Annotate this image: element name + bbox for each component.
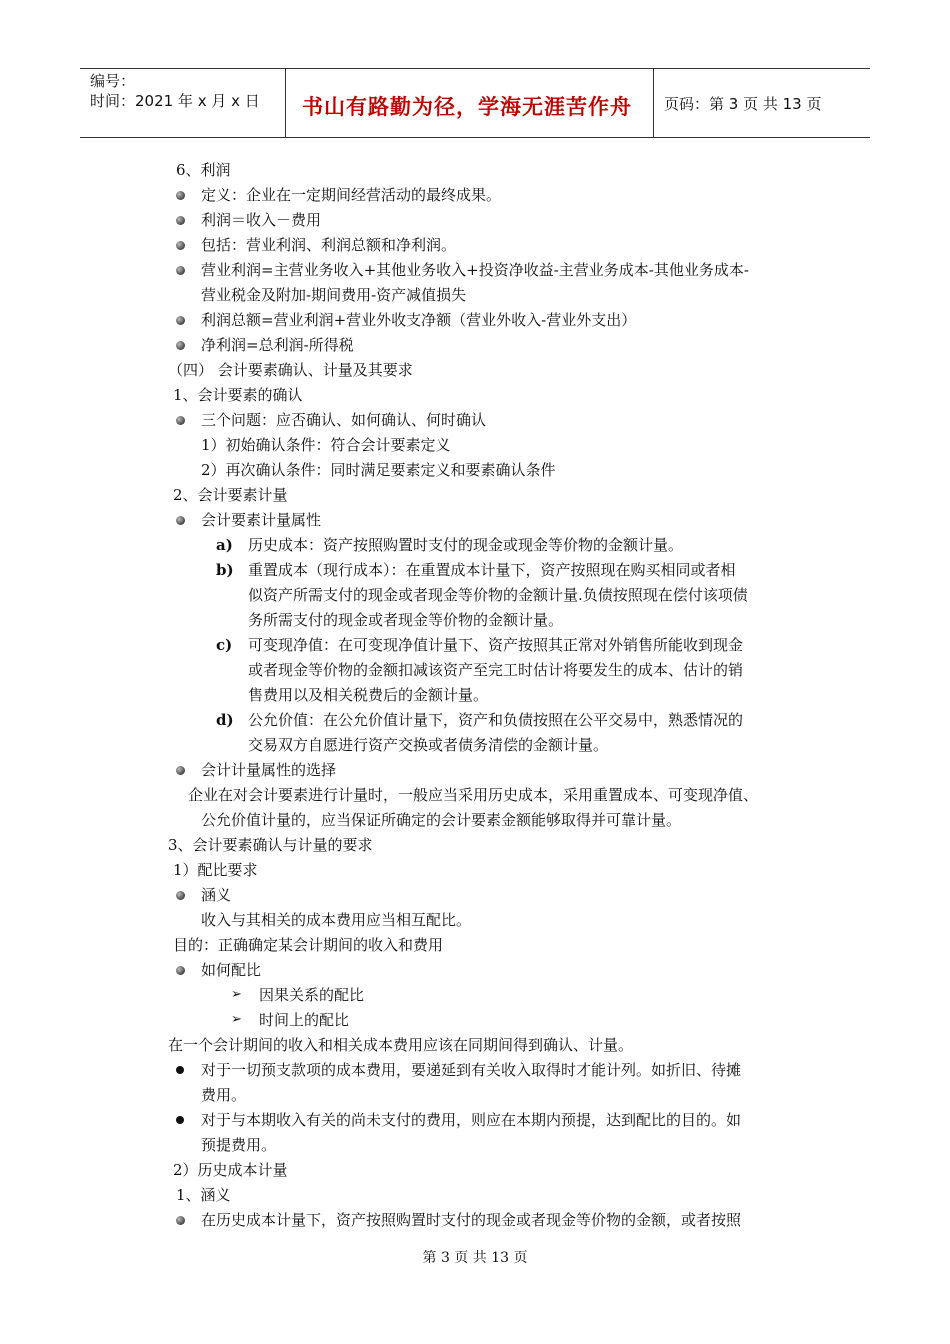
body-line: 2）再次确认条件：同时满足要素定义和要素确认条件 xyxy=(201,461,556,479)
body-line: 对于与本期收入有关的尚未支付的费用，则应在本期内预提，达到配比的目的。如 xyxy=(201,1111,742,1129)
section-heading: 3、会计要素确认与计量的要求 xyxy=(168,836,373,854)
body-line: 目的：正确确定某会计期间的收入和费用 xyxy=(173,936,444,954)
body-line: 历史成本：资产按照购置时支付的现金或现金等价物的金额计量。 xyxy=(248,536,684,554)
body-line: 公允价值：在公允价值计量下，资产和负债按照在公平交易中，熟悉情况的 xyxy=(248,711,744,729)
header-meta xyxy=(90,71,260,111)
body-line: 包括：营业利润、利润总额和净利润。 xyxy=(201,236,457,254)
body-line: 重置成本（现行成本）：在重置成本计量下，资产按照现在购买相同或者相 xyxy=(248,561,736,579)
arrow-bullet-icon: ➢ xyxy=(231,987,242,1002)
bullet-icon xyxy=(176,1216,185,1225)
section-heading: （四） 会计要素确认、计量及其要求 xyxy=(168,361,413,379)
header-divider xyxy=(653,69,654,137)
bullet-icon xyxy=(176,241,185,250)
body-line: 营业利润=主营业务收入+其他业务收入+投资净收益-主营业务成本-其他业务成本- xyxy=(201,261,749,279)
body-line: 利润＝收入－费用 xyxy=(201,211,322,229)
body-line: 收入与其相关的成本费用应当相互配比。 xyxy=(201,911,472,929)
bullet-icon xyxy=(176,416,185,425)
body-line: 因果关系的配比 xyxy=(259,986,365,1004)
body-line: 会计要素计量属性 xyxy=(201,511,322,529)
section-heading: 2、会计要素计量 xyxy=(173,486,288,504)
bullet-icon xyxy=(176,1116,184,1124)
body-line: 可变现净值：在可变现净值计量下、资产按照其正常对外销售所能收到现金 xyxy=(248,636,744,654)
bullet-icon xyxy=(176,966,185,975)
body-line: 在一个会计期间的收入和相关成本费用应该在同期间得到确认、计量。 xyxy=(168,1036,634,1054)
list-label: b) xyxy=(216,561,234,579)
body-line: 交易双方自愿进行资产交换或者债务清偿的金额计量。 xyxy=(248,736,609,754)
bullet-icon xyxy=(176,266,185,275)
section-heading: 1、会计要素的确认 xyxy=(173,386,303,404)
header-motto: 书山有路勤为径，学海无涯苦作舟 xyxy=(302,94,632,119)
body-line: 净利润=总利润-所得税 xyxy=(201,336,354,354)
body-line: 或者现金等价物的金额扣减该资产至完工时估计将要发生的成本、估计的销 xyxy=(248,661,744,679)
body-line: 务所需支付的现金或者现金等价物的金额计量。 xyxy=(248,611,564,629)
bullet-icon xyxy=(176,891,185,900)
body-line: 涵义 xyxy=(201,886,232,904)
body-line: 如何配比 xyxy=(201,961,262,979)
document-number: 编号： xyxy=(90,72,136,90)
arrow-bullet-icon: ➢ xyxy=(231,1012,242,1027)
bullet-icon xyxy=(176,766,185,775)
bullet-icon xyxy=(176,1066,184,1074)
list-label: d) xyxy=(216,711,234,729)
body-line: 费用。 xyxy=(201,1086,247,1104)
body-line: 营业税金及附加-期间费用-资产减值损失 xyxy=(201,286,467,304)
bullet-icon xyxy=(176,341,185,350)
bullet-icon xyxy=(176,216,185,225)
body-line: 三个问题：应否确认、如何确认、何时确认 xyxy=(201,411,487,429)
section-heading: 1）配比要求 xyxy=(173,861,258,879)
document-date: 时间：2021 年 x 月 x 日 xyxy=(90,92,260,110)
body-line: 时间上的配比 xyxy=(259,1011,350,1029)
bullet-icon xyxy=(176,316,185,325)
body-line: 似资产所需支付的现金或者现金等价物的金额计量.负债按照现在偿付该项债 xyxy=(248,586,748,604)
section-heading: 2）历史成本计量 xyxy=(173,1161,288,1179)
body-line: 预提费用。 xyxy=(201,1136,277,1154)
body-line: 利润总额=营业利润+营业外收支净额（营业外收入-营业外支出） xyxy=(201,311,637,329)
bullet-icon xyxy=(176,516,185,525)
section-heading: 1、涵义 xyxy=(176,1186,231,1204)
header-page-info: 页码：第 3 页 共 13 页 xyxy=(664,95,822,113)
body-line: 在历史成本计量下，资产按照购置时支付的现金或者现金等价物的金额，或者按照 xyxy=(201,1211,742,1229)
body-line: 对于一切预支款项的成本费用，要递延到有关收入取得时才能计列。如折旧、待摊 xyxy=(201,1061,742,1079)
page-header xyxy=(80,68,870,138)
body-line: 定义：企业在一定期间经营活动的最终成果。 xyxy=(201,186,502,204)
list-label: c) xyxy=(216,636,233,654)
page-footer: 第 3 页 共 13 页 xyxy=(422,1250,528,1266)
body-line: 1）初始确认条件：符合会计要素定义 xyxy=(201,436,451,454)
body-line: 会计计量属性的选择 xyxy=(201,761,337,779)
body-line: 公允价值计量的，应当保证所确定的会计要素金额能够取得并可靠计量。 xyxy=(201,811,682,829)
bullet-icon xyxy=(176,191,185,200)
section-heading: 6、利润 xyxy=(176,161,231,179)
list-label: a) xyxy=(216,536,233,554)
body-line: 企业在对会计要素进行计量时，一般应当采用历史成本，采用重置成本、可变现净值、 xyxy=(188,786,759,804)
body-line: 售费用以及相关税费后的金额计量。 xyxy=(248,686,489,704)
